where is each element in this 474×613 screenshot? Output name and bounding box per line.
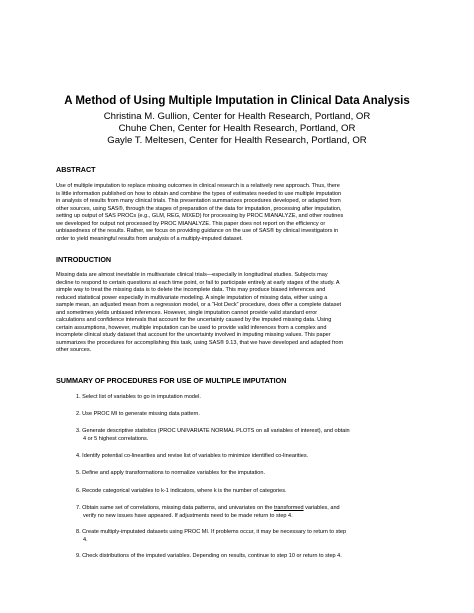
- author-line: Gayle T. Meltesen, Center for Health Research, Portland, OR: [107, 135, 367, 146]
- abstract-heading: ABSTRACT: [56, 165, 96, 174]
- introduction-line: simple way to treat the missing data is to delete the incomplete data. This may produce biased inferences and: [56, 287, 326, 293]
- introduction-line: summarizes the procedures for accomplishing this task, using SAS® 9.13, that we have developed and adapted from: [56, 339, 344, 346]
- list-item: 8. Create multiply-imputated datasets using PROC MI. If problems occur, it may be necessary to return to step 4.: [76, 529, 347, 543]
- abstract-line: unbiasedness of the results. Rather, we focus on providing guidance on the use of SAS® by clinical investigators in: [56, 228, 339, 234]
- list-item: 6. Recode categorical variables to k-1 indicators, where k is the number of categories.: [76, 488, 287, 494]
- abstract-line: Use of multiple imputation to replace missing outcomes in clinical research is a relatively new approach. Thus, there: [56, 183, 340, 189]
- introduction-line: incomplete clinical study dataset that account for the uncertainty involved in imputing missing values. This paper: [56, 332, 331, 338]
- list-item: 2. Use PROC MI to generate missing data pattern.: [76, 411, 200, 417]
- paper-title: A Method of Using Multiple Imputation in Clinical Data Analysis: [64, 95, 410, 107]
- introduction-line: reduced statistical power especially in multivariate modeling. A single imputation of missing data, either using a: [56, 294, 328, 301]
- author-line: Chuhe Chen, Center for Health Research, Portland, OR: [118, 123, 356, 134]
- introduction-line: Missing data are almost inevitable in multivariate clinical trials—especially in longitudinal studies. Subjects may: [56, 272, 328, 278]
- list-item: 9. Check distributions of the imputed variables. Depending on results, continue to step 10 or return to step 4.: [76, 553, 342, 559]
- list-item: 1. Select list of variables to go in imputation model.: [76, 394, 201, 400]
- introduction-line: calculations and confidence intervals that account for the uncertainty caused by the imputed missing data. Using: [56, 317, 332, 323]
- emphasis-text: transformed: [273, 505, 304, 511]
- author-list: [0, 111, 474, 147]
- summary-heading: SUMMARY OF PROCEDURES FOR USE OF MULTIPLE IMPUTATION: [56, 376, 287, 385]
- abstract-body: [56, 183, 343, 243]
- abstract-line: in analysis of results from many clinical trials. This presentation summarizes procedures developed, or adapted from: [56, 198, 341, 204]
- introduction-line: sample mean, an adjusted mean from a regression model, or a “Hot Deck” procedure, does offer a complete dataset: [56, 302, 342, 308]
- list-item: 3. Generate descriptive statistics (PROC UNIVARIATE NORMAL PLOTS on all variables of interest), and obtain 4 or 5 highest correlations.: [76, 428, 350, 442]
- list-item: 4. Identify potential co-linearities and revise list of variables to minimize identified co-linearities.: [76, 453, 309, 459]
- abstract-line: order to yield meaningful results from analysis of a multiply-imputed dataset.: [56, 235, 243, 242]
- list-item: 5. Define and apply transformations to normalize variables for the imputation.: [76, 470, 266, 476]
- introduction-line: other sources.: [56, 347, 92, 353]
- abstract-line: setting up output of SAS PROCs (e.g., GLM, REG, MIXED) for processing by PROC MIANALYZE, and other routines: [56, 213, 344, 219]
- abstract-line: other sources, using SAS®, through the stages of preparation of the data for imputation, processing after imputation,: [56, 205, 342, 212]
- abstract-line: is little information published on how to obtain and combine the types of estimates needed to use multiple imputation: [56, 190, 342, 197]
- introduction-line: and sometimes yields unbiased inferences. However, single imputation cannot provide valid standard error: [56, 309, 318, 316]
- introduction-line: decline to respond to certain questions at each time point, or fail to participate entirely at early stages of the study. A: [56, 279, 340, 286]
- list-item: 7. Obtain same set of correlations, missing data patterns, and univariates on the transformed variables, and verify no new issues have appeared. If adjustments need to be made return to step 4.: [76, 505, 340, 519]
- author-line: Christina M. Gullion, Center for Health Research, Portland, OR: [103, 111, 371, 122]
- introduction-line: certain assumptions, however, multiple imputation can be used to provide valid inferences from a complex and: [56, 324, 327, 331]
- introduction-heading: INTRODUCTION: [56, 255, 112, 264]
- abstract-line: we developed for output not processed by PROC MIANALYZE. This paper does not report on the efficiency or: [56, 220, 326, 227]
- introduction-body: [56, 272, 343, 355]
